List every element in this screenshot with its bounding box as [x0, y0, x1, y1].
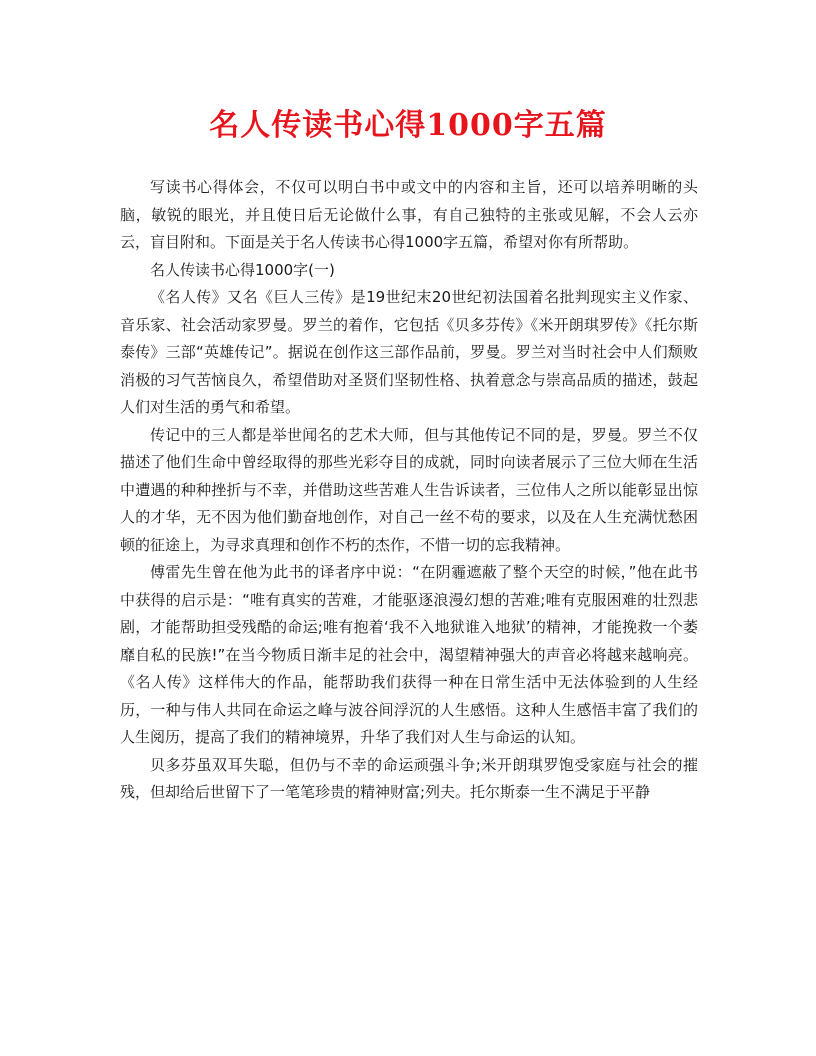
- body-paragraph: 《名人传》又名《巨人三传》是19世纪末20世纪初法国着名批判现实主义作家、音乐家、社会活动家罗曼。罗兰的着作，它包括《贝多芬传》《米开朗琪罗传》《托尔斯泰传》三部“英雄传记”。据说在创作这三部作品前，罗曼。罗兰对当时社会中人们颓败消极的习气苦恼良久，希望借助对圣贤们坚韧性格、执着意念与崇高品质的描述，鼓起人们对生活的勇气和希望。: [120, 288, 698, 416]
- section-heading: 名人传读书心得1000字(一): [150, 260, 335, 279]
- body-paragraph: 贝多芬虽双耳失聪，但仍与不幸的命运顽强斗争;米开朗琪罗饱受家庭与社会的摧残，但却给后世留下了一笔笔珍贵的精神财富;列夫。托尔斯泰一生不满足于平静: [120, 755, 698, 801]
- intro-paragraph: 写读书心得体会，不仅可以明白书中或文中的内容和主旨，还可以培养明晰的头脑，敏锐的眼光，并且使日后无论做什么事，有自己独特的主张或见解，不会人云亦云，盲目附和。下面是关于名人传读书心得1000字五篇，希望对你有所帮助。: [120, 178, 698, 251]
- document-title: 名人传读书心得1000字五篇: [209, 108, 607, 143]
- document-body: [120, 174, 698, 807]
- body-paragraph: 傅雷先生曾在他为此书的译者序中说：“在阴霾遮蔽了整个天空的时候，”他在此书中获得的启示是：“唯有真实的苦难，才能驱逐浪漫幻想的苦难;唯有克服困难的壮烈悲剧，才能帮助担受残酷的命运;唯有抱着‘我不入地狱谁入地狱’的精神，才能挽救一个萎靡自私的民族!”在当今物质日渐丰足的社会中，渴望精神强大的声音必将越来越响亮。《名人传》这样伟大的作品，能帮助我们获得一种在日常生活中无法体验到的人生经历，一种与伟人共同在命运之峰与波谷间浮沉的人生感悟。这种人生感悟丰富了我们的人生阅历，提高了我们的精神境界，升华了我们对人生与命运的认知。: [120, 563, 698, 746]
- body-paragraph: 传记中的三人都是举世闻名的艺术大师，但与其他传记不同的是，罗曼。罗兰不仅描述了他们生命中曾经取得的那些光彩夺目的成就，同时向读者展示了三位大师在生活中遭遇的种种挫折与不幸，并借助这些苦难人生告诉读者，三位伟人之所以能彰显出惊人的才华，无不因为他们勤奋地创作，对自己一丝不苟的要求，以及在人生充满忧愁困顿的征途上，为寻求真理和创作不朽的杰作，不惜一切的忘我精神。: [120, 425, 698, 554]
